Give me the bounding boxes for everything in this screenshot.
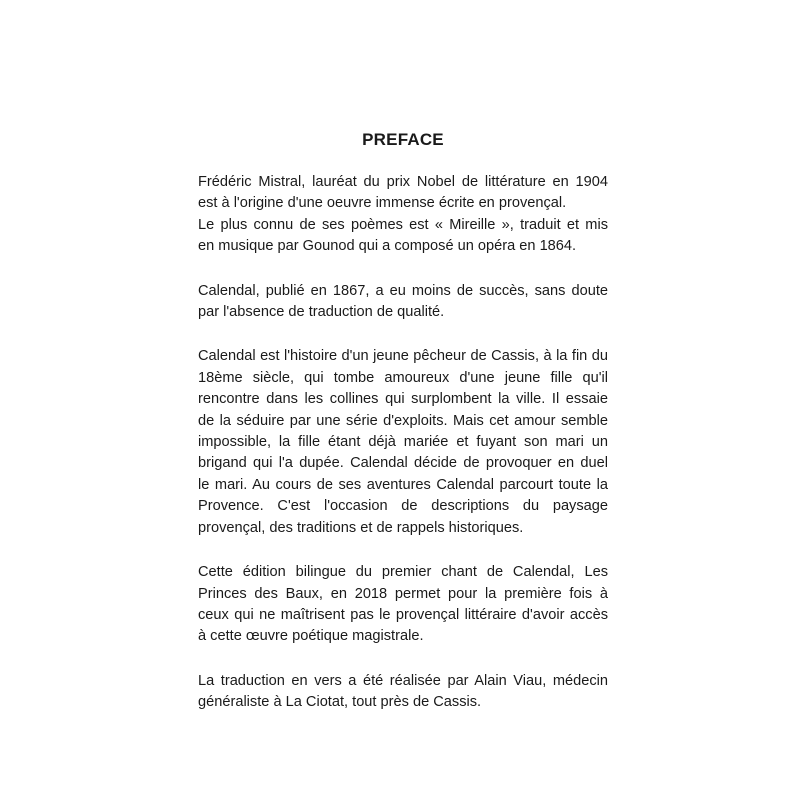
paragraph-4 [198,562,608,648]
text-line: impossible, la fille étant déjà mariée et fuyant son mari un [198,434,608,451]
paragraph-2 [198,281,608,324]
text-line: provençal, des traditions et de rappels historiques. [198,519,524,536]
text-line: généraliste à La Ciotat, tout près de Cassis. [198,694,482,711]
text-line: Frédéric Mistral, lauréat du prix Nobel de littérature en 1904 [198,174,608,190]
text-line: de la séduire par une série d'exploits. Mais cet amour semble [198,412,608,429]
text-line: rencontre dans les collines qui surplombent la ville. Il essaie [198,391,608,408]
text-line: Cette édition bilingue du premier chant de Calendal, Les [198,564,608,581]
paragraph-5 [198,671,608,714]
text-line: par l'absence de traduction de qualité. [198,304,445,321]
text-line: Princes des Baux, en 2018 permet pour la première fois à [198,585,608,602]
text-line: La traduction en vers a été réalisée par Alain Viau, médecin [198,672,608,689]
preface-page [198,130,608,737]
text-line: Calendal, publié en 1867, a eu moins de succès, sans doute [198,282,608,299]
text-line: Le plus connu de ses poèmes est « Mireille », traduit et mis [198,216,608,233]
text-line: à cette œuvre poétique magistrale. [198,628,424,645]
paragraph-3 [198,346,608,539]
paragraph-1 [198,172,608,258]
text-line: 18ème siècle, qui tombe amoureux d'une jeune fille qu'il [198,369,608,386]
text-line: Provence. C'est l'occasion de descriptions du paysage [198,498,608,515]
text-line: ceux qui ne maîtrisent pas le provençal littéraire d'avoir accès [198,606,608,623]
page-title: PREFACE [362,130,444,149]
text-line: en musique par Gounod qui a composé un opéra en 1864. [198,238,577,255]
text-line: brigand qui l'a dupée. Calendal décide de provoquer en duel [198,455,608,472]
text-line: Calendal est l'histoire d'un jeune pêcheur de Cassis, à la fin du [198,348,608,365]
text-line: est à l'origine d'une oeuvre immense écrite en provençal. [198,195,567,212]
text-line: le mari. Au cours de ses aventures Calendal parcourt toute la [198,476,608,493]
